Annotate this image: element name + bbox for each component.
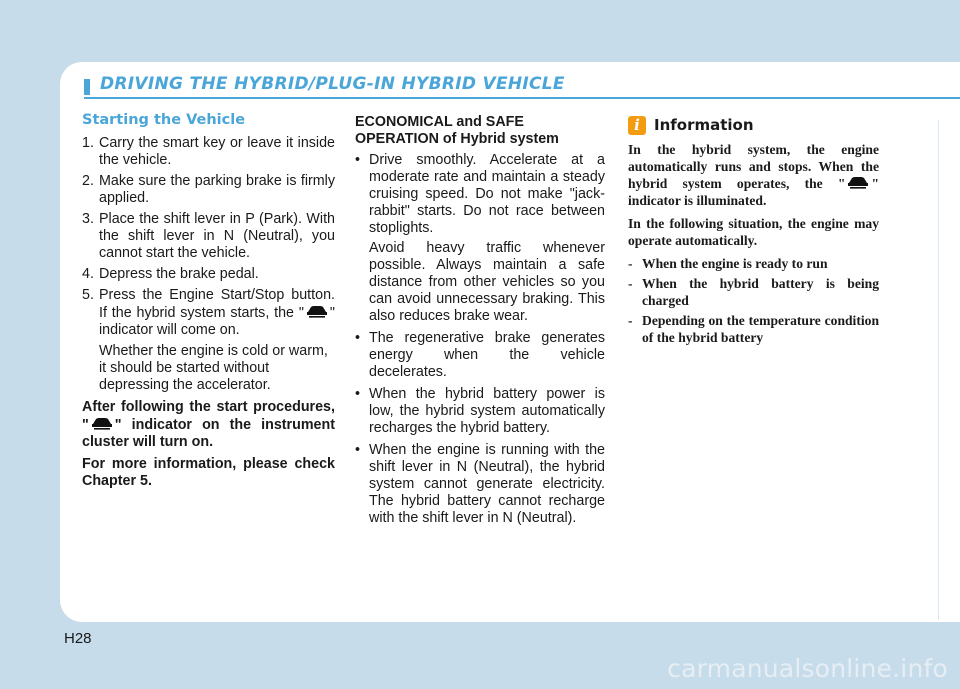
step-text: Carry the smart key or leave it inside the vehicle. (99, 135, 335, 168)
info-icon: i (628, 116, 646, 135)
info-text: " indicator is illuminated. (628, 176, 879, 208)
economical-heading: ECONOMICAL and SAFE OPERATION of Hybrid system (355, 114, 559, 147)
tip-subtext: Avoid heavy traffic whenever possible. Always maintain a safe distance from other vehicles so you can avoid unnecessary braking. This also reduces brake wear. (369, 240, 605, 324)
watermark-text: carmanualsonline.info (667, 654, 948, 683)
information-title: Information (654, 116, 754, 134)
step-number: 3. (82, 211, 94, 227)
ready-car-icon (305, 304, 329, 319)
ready-car-icon (90, 416, 114, 431)
dash-marker: - (628, 276, 633, 291)
dash-marker: - (628, 256, 633, 271)
step-text: " indicator will come on. (99, 305, 335, 338)
step-item (82, 173, 335, 207)
situation-item (628, 275, 879, 309)
information-body (628, 141, 879, 346)
bullet-dot: • (355, 386, 361, 402)
dash-marker: - (628, 313, 633, 328)
ready-car-icon (846, 175, 870, 190)
bullet-dot: • (355, 152, 361, 168)
info-paragraph (628, 141, 879, 209)
header-rule (84, 97, 960, 99)
step-item (82, 266, 335, 283)
tip-text: When the hybrid battery power is low, the hybrid system automatically recharges the hybrid battery. (369, 386, 605, 436)
info-text: In the hybrid system, the engine automatically runs and stops. When the hybrid system operates, the " (628, 142, 879, 191)
tip-item (355, 330, 605, 381)
information-header (628, 116, 879, 135)
tips-list (355, 152, 605, 527)
column-information (628, 116, 879, 349)
tip-item (355, 442, 605, 527)
step-number: 5. (82, 287, 94, 303)
step-text: Make sure the parking brake is firmly applied. (99, 173, 335, 206)
tip-text: When the engine is running with the shift lever in N (Neutral), the hybrid system cannot generate electricity. The hybrid battery cannot recharge with the shift lever in N (Neutral). (369, 442, 605, 526)
situation-text: When the engine is ready to run (642, 256, 828, 271)
bullet-dot: • (355, 442, 361, 458)
tip-item (355, 152, 605, 325)
tip-text: Drive smoothly. Accelerate at a moderate rate and maintain a steady cruising speed. Do not make "jack-rabbit" starts. Do not race between stoplights. (369, 152, 605, 236)
subsection-title: Starting the Vehicle (82, 112, 246, 128)
situation-text: Depending on the temperature condition of the hybrid battery (642, 313, 879, 345)
after-start-note (82, 399, 335, 451)
situation-text: When the hybrid battery is being charged (642, 276, 879, 308)
after-start-text: " indicator on the instrument cluster will turn on. (82, 417, 335, 450)
situation-item (628, 255, 879, 272)
column-economical-operation (355, 114, 605, 532)
section-header-title: DRIVING THE HYBRID/PLUG-IN HYBRID VEHICLE (100, 74, 565, 94)
step-number: 1. (82, 135, 94, 151)
step-number: 2. (82, 173, 94, 189)
after-start-text: After following the start procedures, " (82, 399, 335, 433)
header-accent-bar (84, 79, 90, 95)
page-number: H28 (64, 630, 92, 647)
more-info-note: For more information, please check Chapter 5. (82, 456, 335, 489)
situation-list (628, 255, 879, 346)
tip-text: The regenerative brake generates energy when the vehicle decelerates. (369, 330, 605, 380)
info-paragraph: In the following situation, the engine may operate automatically. (628, 216, 879, 248)
step-item (82, 135, 335, 169)
step-text: Depress the brake pedal. (99, 266, 259, 282)
step-item (82, 287, 335, 339)
column-starting-vehicle (82, 112, 335, 490)
margin-rule (938, 120, 939, 620)
step-text: Press the Engine Start/Stop button. If the hybrid system starts, the " (99, 287, 335, 321)
step-number: 4. (82, 266, 94, 282)
situation-item (628, 312, 879, 346)
tip-item (355, 386, 605, 437)
step-item (82, 211, 335, 262)
step-text: Place the shift lever in P (Park). With the shift lever in N (Neutral), you cannot start the vehicle. (99, 211, 335, 261)
steps-list (82, 135, 335, 339)
step5-note: Whether the engine is cold or warm, it should be started without depressing the accelerator. (99, 343, 328, 393)
bullet-dot: • (355, 330, 361, 346)
